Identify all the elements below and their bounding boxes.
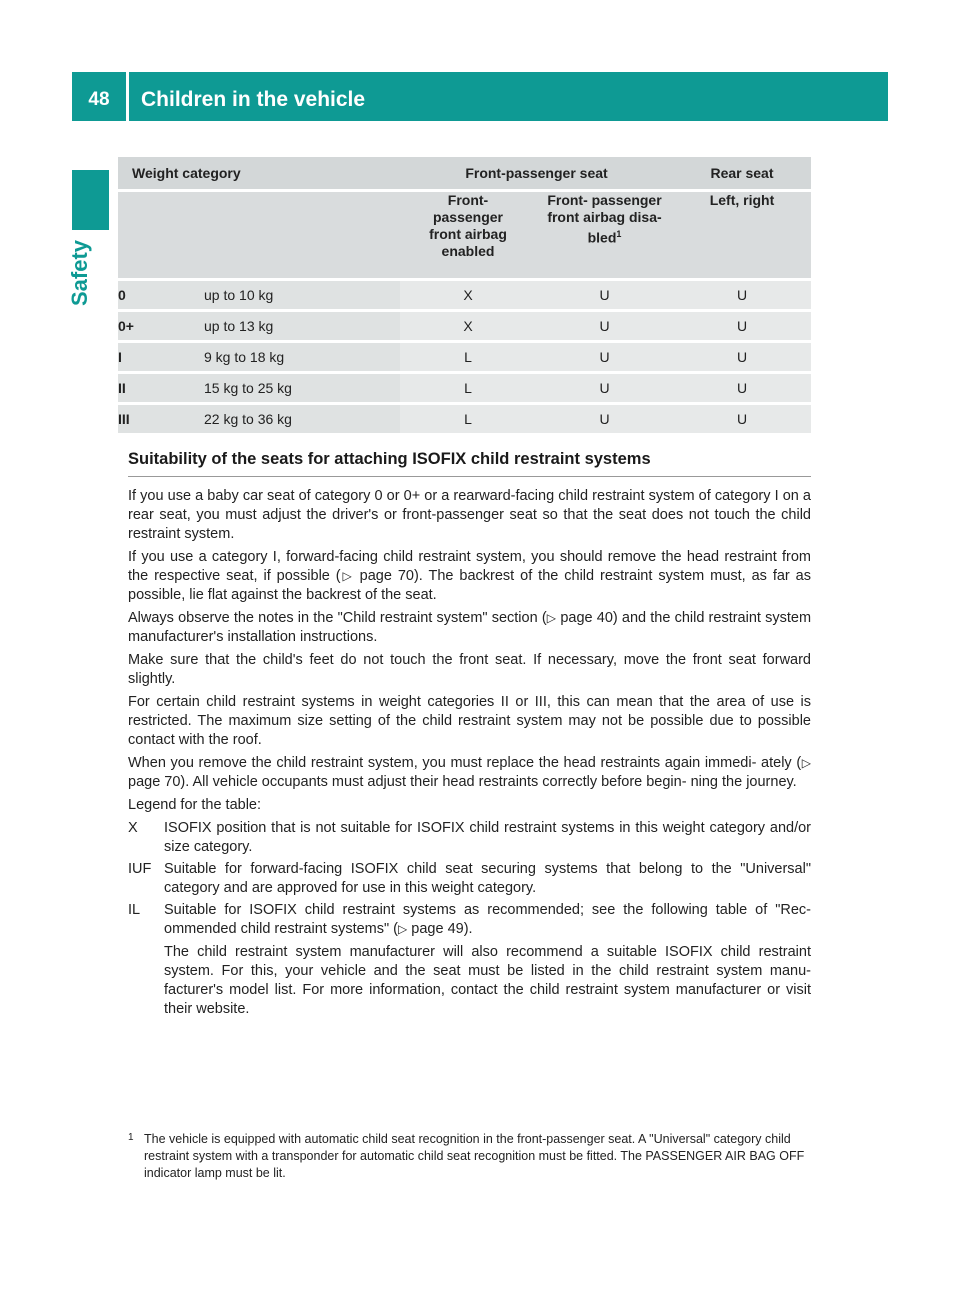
rear-cell: U — [673, 312, 811, 340]
section-title: Suitability of the seats for attaching ISOFIX child restraint systems — [128, 450, 811, 477]
rear-cell: U — [673, 343, 811, 371]
paragraph-7: Legend for the table: — [128, 797, 262, 813]
p3-text-b[interactable]: page 40) and the child restraint system manufacturer's installation instructions. — [128, 610, 812, 645]
il-text-b[interactable]: page 49). — [411, 921, 473, 937]
category-cell: I — [118, 343, 204, 371]
legend-value — [164, 901, 811, 1023]
rear-cell: U — [673, 405, 811, 433]
header-airbag-disabled — [536, 192, 673, 278]
weight-cell: up to 13 kg — [204, 312, 400, 340]
page-ref-arrow-icon: ▷ — [340, 569, 354, 583]
il-text-a: Suitable for ISOFIX child restraint systems as recommended; see the following table of "Rec- ommended child restraint systems" ( — [164, 902, 811, 937]
p6-text-a: When you remove the child restraint system, you must replace the head restraints again immedi- ately ( — [128, 755, 802, 771]
airbag-off-cell: U — [536, 281, 673, 309]
footnote-ref: 1 — [616, 229, 622, 239]
airbag-on-cell: X — [400, 281, 536, 309]
legend-key: IUF — [128, 861, 152, 877]
header-blank — [118, 192, 400, 278]
page-ref-arrow-icon: ▷ — [398, 922, 408, 936]
header-airbag-disabled-wrap — [545, 192, 665, 247]
header-left-right: Left, right — [673, 192, 811, 278]
legend-item-il — [128, 901, 811, 1023]
airbag-off-cell: U — [536, 312, 673, 340]
paragraph-4: Make sure that the child's feet do not touch the front seat. If necessary, move the front seat forward slightly. — [128, 652, 811, 687]
section-marker — [72, 170, 109, 230]
legend-il-text — [164, 901, 811, 939]
weight-cell: 15 kg to 25 kg — [204, 374, 400, 402]
legend-item-iuf — [128, 860, 811, 898]
legend-item-x — [128, 819, 811, 857]
paragraph-6 — [128, 754, 811, 792]
legend-value: ISOFIX position that is not suitable for ISOFIX child restraint systems in this weight category and/or size category. — [164, 820, 811, 855]
airbag-off-cell: U — [536, 374, 673, 402]
legend-value: Suitable for forward-facing ISOFIX child seat securing systems that belong to the "Universal" category and are approved for use in this weight category. — [164, 861, 811, 896]
p2-text-a: If you use a category I, forward-facing child restraint system, you should remove the head restraint from the respective seat, if possible ( — [128, 549, 811, 584]
footnote-text: The vehicle is equipped with automatic child seat recognition in the front-passenger seat. A "Universal" category child restraint system with a transponder for automatic child seat recognition must be fitted. The PASSENGER AIR BAG OFF indicator lamp must be lit. — [144, 1132, 805, 1180]
footnote — [128, 1131, 811, 1182]
page-ref-arrow-icon: ▷ — [801, 756, 812, 770]
footnote-number: 1 — [128, 1132, 134, 1143]
page-number: 48 — [88, 89, 110, 110]
rear-cell: U — [673, 374, 811, 402]
chapter-header — [72, 72, 888, 121]
p3-text-a: Always observe the notes in the "Child restraint system" section ( — [128, 610, 547, 626]
header-front-seat: Front-passenger seat — [400, 157, 673, 189]
p6-text-b[interactable]: page 70). All vehicle occupants must adjust their head restraints correctly before begin- ning the journey. — [128, 774, 797, 790]
legend-il-text-2: The child restraint system manufacturer will also recommend a suitable ISOFIX child restraint system. For this, your vehicle and the seat must be listed in the child restraint system manu- facturer's model list. For more information, contact the child restraint system manufacturer or visit their website. — [164, 944, 811, 1017]
paragraph-5: For certain child restraint systems in weight categories II or III, this can mean that the area of use is restricted. The maximum size setting of the child restraint system may not be possible due to possible contact with the roof. — [128, 694, 811, 748]
header-airbag-enabled — [400, 192, 536, 278]
airbag-on-cell: L — [400, 374, 536, 402]
rear-cell: U — [673, 281, 811, 309]
p2-text-b[interactable]: page 70). The backrest of the child restraint system must, as far as possible, lie flat against the backrest of the seat. — [128, 568, 811, 603]
section-label: Safety — [67, 240, 92, 307]
category-cell: II — [118, 374, 204, 402]
category-cell: 0+ — [118, 312, 204, 340]
header-divider — [126, 72, 129, 121]
airbag-off-cell: U — [536, 343, 673, 371]
category-cell: III — [118, 405, 204, 433]
legend-list — [128, 819, 811, 1023]
weight-cell: up to 10 kg — [204, 281, 400, 309]
section-body — [128, 487, 811, 1026]
weight-cell: 9 kg to 18 kg — [204, 343, 400, 371]
paragraph-1: If you use a baby car seat of category 0 or 0+ or a rearward-facing child restraint system of category I on a rear seat, you must adjust the driver's or front-passenger seat so that the seat does not touch the child restraint system. — [128, 488, 811, 542]
paragraph-3 — [128, 609, 811, 647]
isofix-suitability-table — [118, 154, 811, 436]
header-airbag-enabled-text: Front- passenger front airbag enabled — [429, 192, 507, 259]
chapter-title: Children in the vehicle — [141, 88, 366, 111]
category-cell: 0 — [118, 281, 204, 309]
legend-key: IL — [128, 902, 141, 918]
airbag-on-cell: L — [400, 405, 536, 433]
page-ref-arrow-icon: ▷ — [546, 611, 557, 625]
paragraph-2 — [128, 548, 811, 605]
header-weight-category: Weight category — [118, 157, 400, 189]
weight-cell: 22 kg to 36 kg — [204, 405, 400, 433]
airbag-on-cell: X — [400, 312, 536, 340]
airbag-on-cell: L — [400, 343, 536, 371]
header-rear-seat: Rear seat — [673, 157, 811, 189]
airbag-off-cell: U — [536, 405, 673, 433]
legend-key: X — [128, 820, 138, 836]
header-airbag-disabled-text: Front- passenger front airbag disa- bled — [547, 192, 662, 246]
